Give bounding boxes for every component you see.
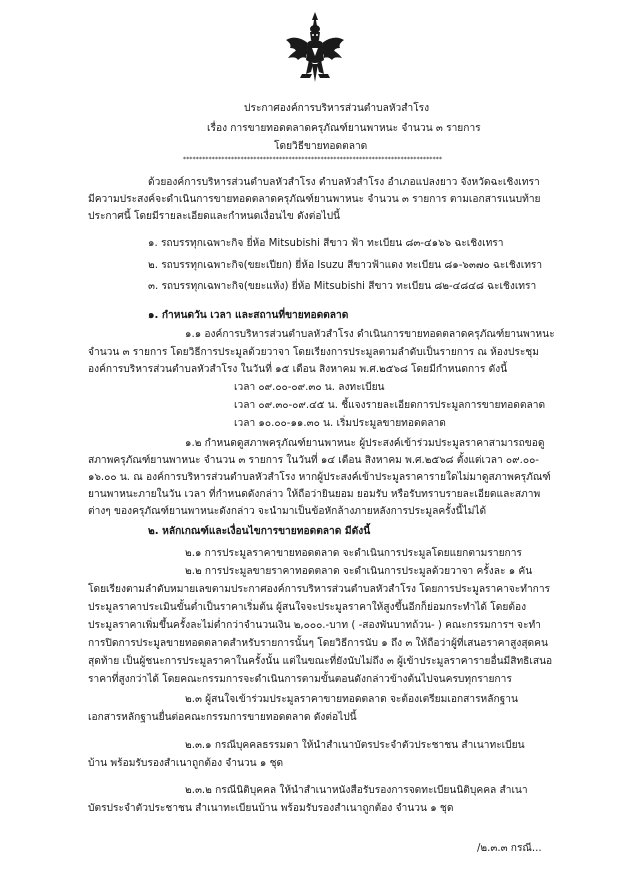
- intro-line: ประกาศนี้ โดยมีรายละเอียดและกำหนดเงื่อนไข ดังต่อไปนี้: [88, 211, 341, 222]
- paragraph-line: ๑.๒ กำหนดดูสภาพครุภัณฑ์ยานพาหนะ ผู้ประสงค์เข้าร่วมประมูลราคาสามารถขอดู: [185, 438, 545, 449]
- vehicle-item: ๑. รถบรรทุกเฉพาะกิจ ยี่ห้อ Mitsubishi สีขาว ฟ้า ทะเบียน ๘๓-๔๑๖๖ ฉะเชิงเทรา: [148, 238, 504, 249]
- paragraph-line: องค์การบริหารส่วนตำบลหัวสำโรง ในวันที่ ๑๕ เดือน สิงหาคม พ.ศ.๒๕๖๘ โดยมีกำหนดการ ดังนี้: [88, 364, 508, 375]
- garuda-emblem-icon: [282, 10, 348, 84]
- announcement-subject: เรื่อง การขายทอดตลาดครุภัณฑ์ยานพาหนะ จำนวน ๓ รายการ: [207, 123, 481, 134]
- paragraph-line: บ้าน พร้อมรับรองสำเนาถูกต้อง จำนวน ๑ ชุด: [88, 758, 284, 769]
- paragraph-line: ๒.๓ ผู้สนใจเข้าร่วมประมูลราคาขายทอดตลาด จะต้องเตรียมเอกสารหลักฐาน: [185, 694, 518, 705]
- continuation-note: /๒.๓.๓ กรณี...: [477, 843, 542, 854]
- paragraph-line: ๒.๒ การประมูลขายราคาทอดตลาด จะดำเนินการประมูลด้วยวาจา ครั้งละ ๑ คัน: [185, 566, 533, 577]
- section-heading: ๑. กำหนดวัน เวลา และสถานที่ขายทอดตลาด: [148, 310, 349, 321]
- schedule-item: เวลา ๑๐.๐๐-๑๑.๓๐ น. เริ่มประมูลขายทอดตลาด: [234, 418, 446, 429]
- paragraph-line: สุดท้าย เป็นผู้ชนะการประมูลราคาในครั้งนั้น แต่ในขณะที่ยังนับไม่ถึง ๓ ผู้เข้าประมูลราคารายอื่นมีสิทธิเสนอ: [88, 656, 553, 667]
- paragraph-line: โดยเรียงตามลำดับหมายเลขตามประกาศองค์การบริหารส่วนตำบลหัวสำโรง โดยการประมูลราคาจะทำการ: [88, 584, 551, 595]
- paragraph-line: บัตรประจำตัวประชาชน สำเนาทะเบียนบ้าน พร้อมรับรองสำเนาถูกต้อง จำนวน ๑ ชุด: [88, 803, 454, 814]
- paragraph-line: ๒.๓.๒ กรณีนิติบุคคล ให้นำสำเนาหนังสือรับรองการจดทะเบียนนิติบุคคล สำเนา: [185, 785, 528, 796]
- paragraph-line: ประมูลราคาประเมินขั้นต่ำเป็นราคาเริ่มต้น ผู้สนใจจะประมูลราคาให้สูงขึ้นอีกก็ย่อมกระทำได้ โดยต้อง: [88, 602, 527, 613]
- paragraph-line: ราคาที่สูงกว่าได้ โดยคณะกรรมการจะดำเนินการตามขั้นตอนดังกล่าวข้างต้นไปจนครบทุกรายการ: [88, 674, 512, 685]
- paragraph-line: ยานพาหนะภายในวัน เวลา ที่กำหนดดังกล่าว ให้ถือว่ายินยอม ยอมรับ หรือรับทราบรายละเอียดและสภาพ: [88, 489, 541, 500]
- vehicle-item: ๓. รถบรรทุกเฉพาะกิจ(ขยะแห้ง) ยี่ห้อ Mitsubishi สีขาว ทะเบียน ๘๒-๔๘๔๘ ฉะเชิงเทรา: [148, 281, 537, 292]
- paragraph-line: ๑.๑ องค์การบริหารส่วนตำบลหัวสำโรง ดำเนินการขายทอดตลาดครุภัณฑ์ยานพาหนะ: [185, 329, 555, 340]
- paragraph-line: การปิดการประมูลขายทอดตลาดสำหรับรายการนั้นๆ โดยวิธีการนับ ๑ ถึง ๓ ให้ถือว่าผู้ที่เสนอราคาสูงสุดคน: [88, 638, 548, 649]
- announcement-method: โดยวิธีขายทอดตลาด: [274, 141, 368, 152]
- section-heading: ๒. หลักเกณฑ์และเงื่อนไขการขายทอดตลาด มีดังนี้: [148, 526, 371, 537]
- schedule-item: เวลา ๐๙.๓๐-๐๙.๔๕ น. ชี้แจงรายละเอียดการประมูลการขายทอดตลาด: [234, 400, 546, 411]
- schedule-item: เวลา ๐๙.๐๐-๐๙.๓๐ น. ลงทะเบียน: [234, 382, 385, 393]
- paragraph-line: จำนวน ๓ รายการ โดยวิธีการประมูลด้วยวาจา โดยเรียงการประมูลตามลำดับเป็นรายการ ณ ห้องประชุม: [88, 347, 539, 358]
- paragraph-line: ๒.๑ การประมูลราคาขายทอดตลาด จะดำเนินการประมูลโดยแยกตามรายการ: [185, 548, 522, 559]
- paragraph-line: ต่างๆ ของครุภัณฑ์ยานพาหนะดังกล่าว จะนำมาเป็นข้อหักล้างภายหลังการประมูลครั้งนี้ไม่ได้: [88, 506, 487, 517]
- intro-line: มีความประสงค์จะดำเนินการขายทอดตลาดครุภัณฑ์ยานพาหนะ จำนวน ๓ รายการ ตามเอกสารแนบท้าย: [88, 194, 541, 205]
- announcement-title: ประกาศองค์การบริหารส่วนตำบลหัวสำโรง: [244, 103, 430, 114]
- paragraph-line: ๑๖.๐๐ น. ณ องค์การบริหารส่วนตำบลหัวสำโรง หากผู้ประสงค์เข้าประมูลราคารายใดไม่มาดูสภาพครุภัณฑ์: [88, 472, 551, 483]
- intro-line: ด้วยองค์การบริหารส่วนตำบลหัวสำโรง ตำบลหัวสำโรง อำเภอแปลงยาว จังหวัดฉะเชิงเทรา: [148, 177, 540, 188]
- paragraph-line: เอกสารหลักฐานยื่นต่อคณะกรรมการขายทอดตลาด ดังต่อไปนี้: [88, 712, 357, 723]
- paragraph-line: ๒.๓.๑ กรณีบุคคลธรรมดา ให้นำสำเนาบัตรประจำตัวประชาชน สำเนาทะเบียน: [185, 740, 525, 751]
- vehicle-item: ๒. รถบรรทุกเฉพาะกิจ(ขยะเปียก) ยี่ห้อ Isuzu สีขาวฟ้าแดง ทะเบียน ๘๑-๖๓๗๐ ฉะเชิงเทรา: [148, 260, 543, 271]
- paragraph-line: สภาพครุภัณฑ์ยานพาหนะ จำนวน ๓ รายการ ในวันที่ ๑๔ เดือน สิงหาคม พ.ศ.๒๕๖๘ ตั้งแต่เวลา ๐๙.๐๐-: [88, 455, 539, 466]
- divider: *********************************************************************************: [183, 156, 443, 163]
- paragraph-line: ประมูลราคาเพิ่มขึ้นครั้งละไม่ต่ำกว่าจำนวนเงิน ๒,๐๐๐.-บาท ( -สองพันบาทถ้วน- ) คณะกรรมการฯ จะทำ: [88, 620, 541, 631]
